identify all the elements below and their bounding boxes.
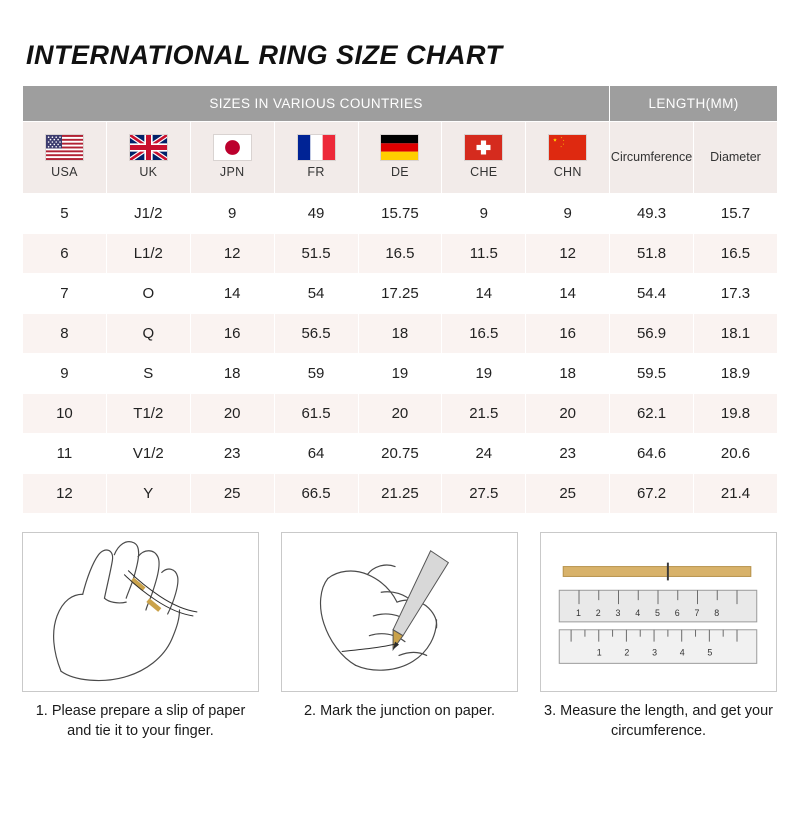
group-header-length: LENGTH(MM) [610,86,778,122]
cell-de: 21.25 [358,474,442,514]
column-header-diameter: Diameter [694,122,778,194]
column-label-uk: UK [139,165,158,179]
cell-che: 11.5 [442,234,526,274]
cell-chn: 12 [526,234,610,274]
cell-de: 16.5 [358,234,442,274]
cell-chn: 18 [526,354,610,394]
step-3-caption: 3. Measure the length, and get your circumference. [544,703,773,739]
svg-text:2: 2 [595,607,601,618]
cell-circumference: 56.9 [610,314,694,354]
cell-chn: 16 [526,314,610,354]
cell-diameter: 18.1 [694,314,778,354]
cell-de: 18 [358,314,442,354]
cell-uk: L1/2 [106,234,190,274]
table-row [23,354,778,394]
cell-usa: 11 [23,434,107,474]
cell-usa: 9 [23,354,107,394]
svg-text:8: 8 [714,607,720,618]
cell-uk: Y [106,474,190,514]
column-header-uk [106,122,190,194]
cell-circumference: 67.2 [610,474,694,514]
table-row [23,394,778,434]
cell-che: 9 [442,194,526,234]
cell-fr: 56.5 [274,314,358,354]
svg-text:4: 4 [635,607,641,618]
column-label-de: DE [390,165,409,179]
flag-header-row [23,122,778,194]
cell-circumference: 64.6 [610,434,694,474]
flag-france-icon [298,135,335,160]
svg-text:5: 5 [655,607,660,618]
cell-circumference: 54.4 [610,274,694,314]
cell-che: 16.5 [442,314,526,354]
cell-fr: 49 [274,194,358,234]
cell-uk: Q [106,314,190,354]
cell-usa: 5 [23,194,107,234]
column-label-usa: USA [51,165,78,179]
column-header-de [358,122,442,194]
cell-jpn: 18 [190,354,274,394]
cell-uk: O [106,274,190,314]
cell-usa: 10 [23,394,107,434]
cell-fr: 59 [274,354,358,394]
cell-diameter: 15.7 [694,194,778,234]
cell-diameter: 17.3 [694,274,778,314]
step-2-caption: 2. Mark the junction on paper. [303,703,496,719]
flag-japan-icon [214,135,251,160]
column-header-jpn [190,122,274,194]
column-label-che: CHE [470,165,498,179]
cell-fr: 61.5 [274,394,358,434]
cell-diameter: 16.5 [694,234,778,274]
cell-circumference: 62.1 [610,394,694,434]
cell-de: 20 [358,394,442,434]
cell-diameter: 20.6 [694,434,778,474]
cell-chn: 14 [526,274,610,314]
cell-uk: V1/2 [106,434,190,474]
cell-diameter: 19.8 [694,394,778,434]
group-header-row [23,86,778,122]
cell-de: 17.25 [358,274,442,314]
cell-chn: 23 [526,434,610,474]
svg-text:6: 6 [674,607,680,618]
table-row [23,274,778,314]
svg-text:5: 5 [707,647,713,658]
cell-uk: S [106,354,190,394]
group-header-countries: SIZES IN VARIOUS COUNTRIES [23,86,610,122]
cell-chn: 9 [526,194,610,234]
cell-circumference: 49.3 [610,194,694,234]
step-2 [281,532,518,741]
column-label-fr: FR [307,165,325,179]
cell-usa: 7 [23,274,107,314]
cell-circumference: 59.5 [610,354,694,394]
table-header [23,86,778,194]
cell-de: 20.75 [358,434,442,474]
cell-jpn: 12 [190,234,274,274]
step-3 [540,532,777,741]
svg-text:1: 1 [596,647,602,658]
column-header-circumference: Circumference [610,122,694,194]
table-row [23,194,778,234]
column-label-jpn: JPN [219,165,245,179]
cell-circumference: 51.8 [610,234,694,274]
cell-diameter: 21.4 [694,474,778,514]
column-header-che [442,122,526,194]
cell-chn: 25 [526,474,610,514]
cell-uk: J1/2 [106,194,190,234]
column-header-fr [274,122,358,194]
flag-china-icon [549,135,586,160]
column-header-chn [526,122,610,194]
cell-diameter: 18.9 [694,354,778,394]
ring-size-chart-page [0,40,800,840]
cell-usa: 12 [23,474,107,514]
cell-che: 27.5 [442,474,526,514]
table-body [23,194,778,514]
cell-jpn: 9 [190,194,274,234]
cell-che: 21.5 [442,394,526,434]
cell-fr: 66.5 [274,474,358,514]
hand-marking-paper-with-pen-illustration [281,532,518,692]
page-title: INTERNATIONAL RING SIZE CHART [26,40,503,70]
flag-uk-icon [130,135,167,160]
ring-size-table [22,85,778,514]
cell-fr: 54 [274,274,358,314]
cell-jpn: 25 [190,474,274,514]
cell-usa: 6 [23,234,107,274]
svg-text:3: 3 [652,647,658,658]
column-label-chn: CHN [553,165,582,179]
flag-germany-icon [381,135,418,160]
cell-che: 19 [442,354,526,394]
flag-switzerland-icon [465,135,502,160]
svg-text:2: 2 [624,647,630,658]
paper-strip-measured-with-ruler-illustration [540,532,777,692]
cell-fr: 51.5 [274,234,358,274]
cell-usa: 8 [23,314,107,354]
cell-jpn: 23 [190,434,274,474]
flag-usa-icon [46,135,83,160]
measuring-steps [22,532,778,741]
svg-text:1: 1 [576,607,581,618]
table-row [23,474,778,514]
cell-chn: 20 [526,394,610,434]
cell-jpn: 16 [190,314,274,354]
cell-fr: 64 [274,434,358,474]
column-header-usa [23,122,107,194]
cell-che: 24 [442,434,526,474]
step-1-caption: 1. Please prepare a slip of paper and tie it to your finger. [35,703,246,739]
cell-che: 14 [442,274,526,314]
cell-uk: T1/2 [106,394,190,434]
cell-de: 19 [358,354,442,394]
step-1 [22,532,259,741]
cell-de: 15.75 [358,194,442,234]
svg-text:7: 7 [694,607,700,618]
cell-jpn: 20 [190,394,274,434]
svg-text:4: 4 [679,647,685,658]
table-row [23,234,778,274]
table-row [23,314,778,354]
hand-with-paper-strip-illustration [22,532,259,692]
svg-text:3: 3 [615,607,621,618]
cell-jpn: 14 [190,274,274,314]
table-row [23,434,778,474]
